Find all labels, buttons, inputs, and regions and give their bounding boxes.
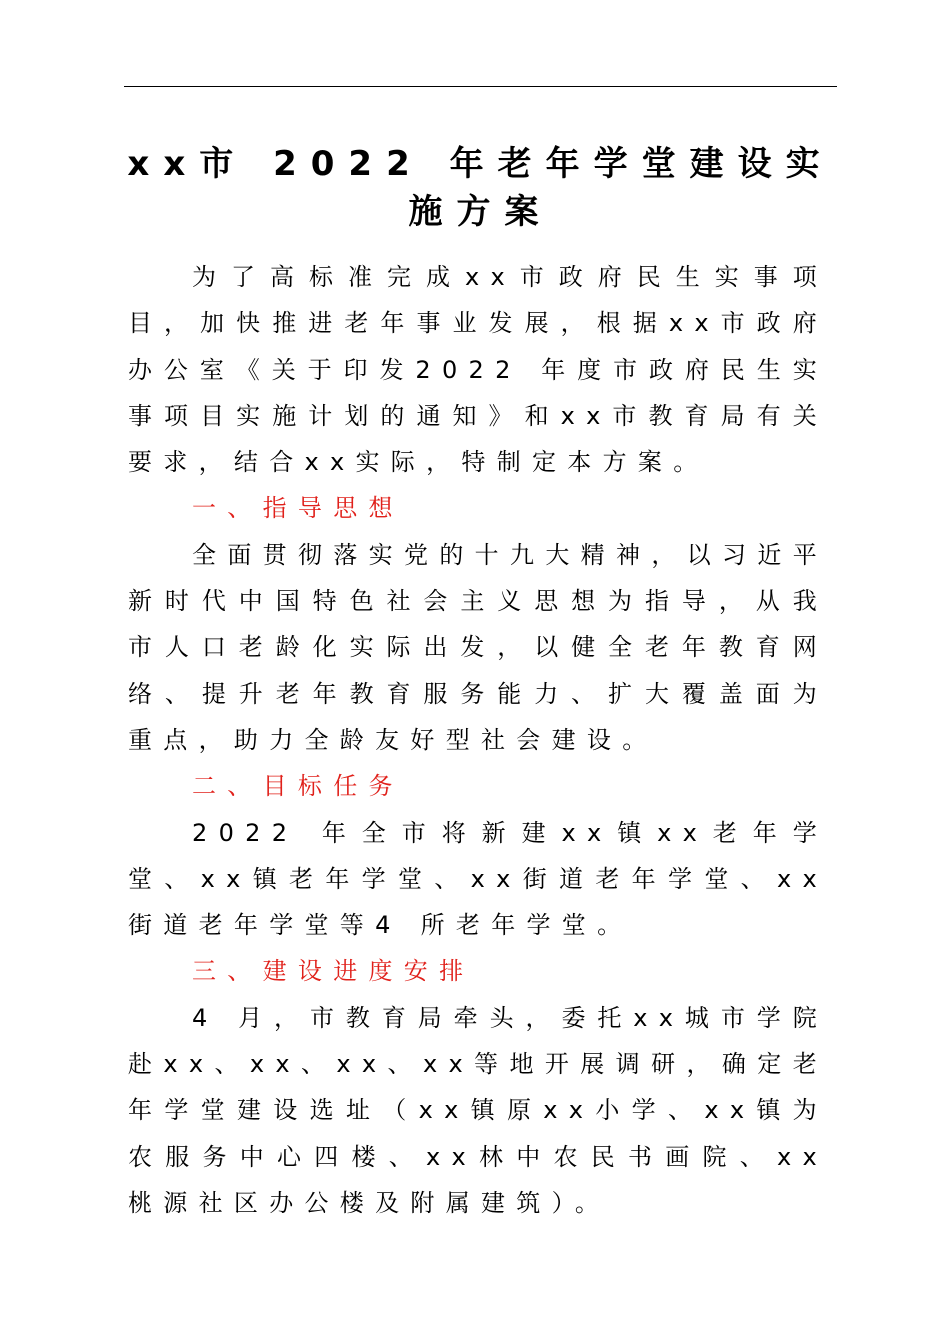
section-heading-schedule: 三、建设进度安排 [192, 957, 475, 986]
section-heading-guiding-ideology: 一、指导思想 [192, 494, 404, 523]
document-body [128, 254, 828, 1226]
section-text-guiding-ideology: 全面贯彻落实党的十九大精神，以习近平新时代中国特色社会主义思想为指导，从我市人口老龄化实际出发，以健全老年教育网络、提升老年教育服务能力、扩大覆盖面为重点，助力全龄友好型社会建设。 [128, 540, 828, 754]
section-text-targets: 2022 年全市将新建xx镇xx老年学堂、xx镇老年学堂、xx街道老年学堂、xx街道老年学堂等4 所老年学堂。 [128, 818, 828, 940]
document-title: xx市 2022 年老年学堂建设实施方案 [127, 144, 834, 232]
section-heading-targets: 二、目标任务 [192, 772, 404, 801]
header-rule [124, 86, 837, 87]
intro-paragraph: 为了高标准完成xx市政府民生实事项目，加快推进老年事业发展，根据xx市政府办公室《关于印发2022 年度市政府民生实事项目实施计划的通知》和xx市教育局有关要求，结合xx实际，特制定本方案。 [128, 263, 828, 477]
section-text-schedule: 4 月，市教育局牵头，委托xx城市学院赴xx、xx、xx、xx等地开展调研，确定老年学堂建设选址（xx镇原xx小学、xx镇为农服务中心四楼、xx林中农民书画院、xx桃源社区办公楼及附属建筑）。 [128, 1003, 828, 1217]
